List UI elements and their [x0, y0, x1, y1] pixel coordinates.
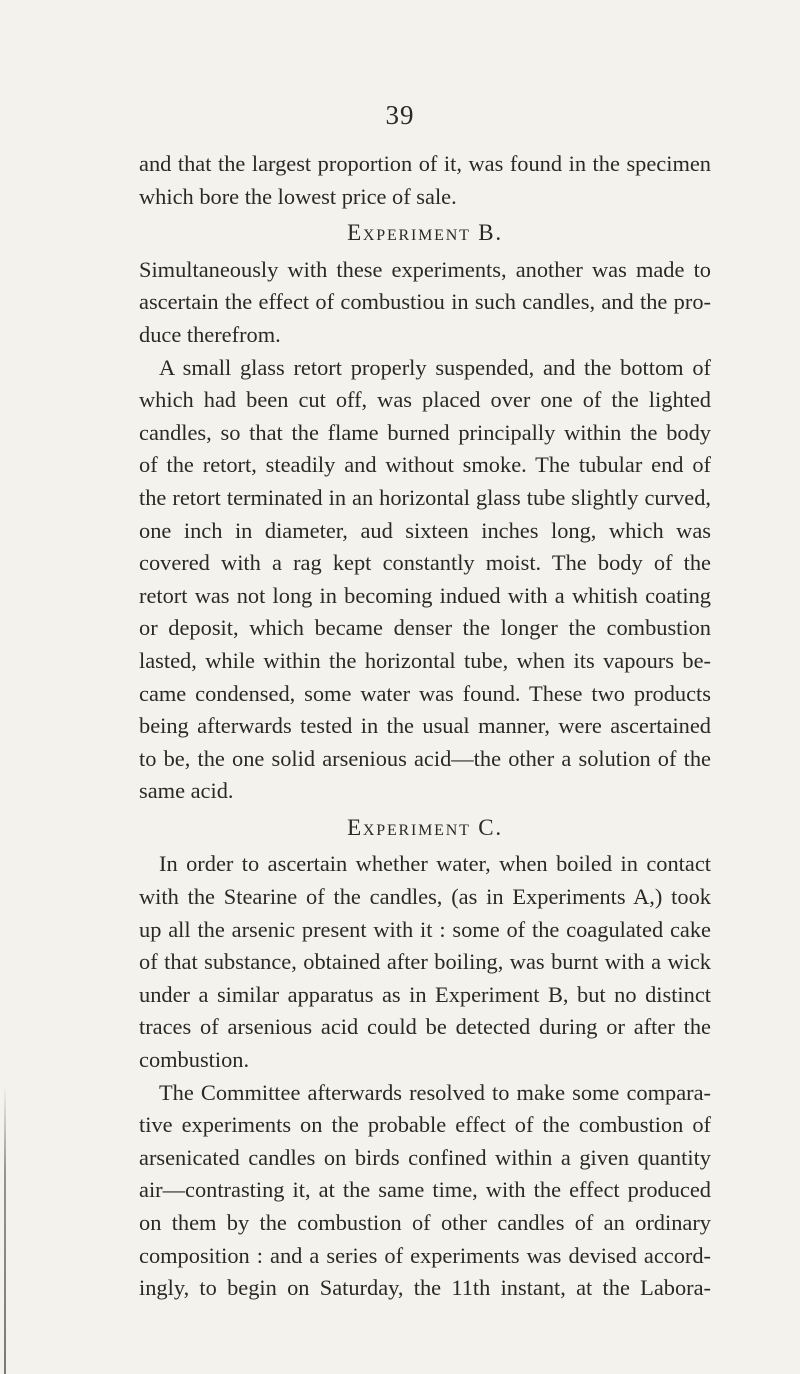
- text-line: traces of arsenious acid could be detected during or after the: [139, 1014, 711, 1040]
- page-edge-shadow: [4, 1085, 6, 1374]
- text-line: of the retort, steadily and without smoke. The tubular end of: [139, 452, 711, 478]
- text-line: on them by the combustion of other candles of an ordinary: [139, 1210, 711, 1235]
- text-line: with the Stearine of the candles, (as in Experiments A,) took: [139, 884, 711, 910]
- text-line: which had been cut off, was placed over one of the lighted: [139, 387, 711, 413]
- text-line: or deposit, which became denser the longer the combustion: [139, 615, 711, 641]
- text-line: ascertain the effect of combustiou in such candles, and the pro-: [139, 289, 711, 315]
- text-line: under a similar apparatus as in Experiment B, but no distinct: [139, 981, 711, 1007]
- text-line: and that the largest proportion of it, was found in the specimen: [139, 151, 711, 176]
- text-line: lasted, while within the horizontal tube, when its vapours be-: [139, 647, 711, 673]
- text-line: covered with a rag kept constantly moist. The body of the: [139, 550, 711, 576]
- text-line: combustion.: [139, 1047, 250, 1073]
- text-line: In order to ascertain whether water, when boiled in contact: [159, 851, 711, 877]
- text-line: being afterwards tested in the usual manner, were ascertained: [139, 713, 711, 739]
- text-line: came condensed, some water was found. These two products: [139, 680, 711, 706]
- text-line: A small glass retort properly suspended, and the bottom of: [159, 354, 711, 380]
- page-number: 39: [385, 100, 415, 130]
- text-line: one inch in diameter, aud sixteen inches long, which was: [139, 517, 711, 543]
- text-line: candles, so that the flame burned principally within the body: [139, 419, 711, 445]
- text-line: to be, the one solid arsenious acid—the other a solution of the: [139, 745, 711, 771]
- text-line: the retort terminated in an horizontal glass tube slightly curved,: [139, 484, 711, 510]
- section-heading-experiment-c: Experiment C.: [347, 814, 503, 840]
- text-line: retort was not long in becoming indued with a whitish coating: [139, 582, 711, 608]
- text-line: duce therefrom.: [139, 321, 281, 347]
- section-heading-experiment-b: Experiment B.: [347, 220, 503, 246]
- text-line: up all the arsenic present with it : some of the coagulated cake: [139, 916, 711, 942]
- text-line: of that substance, obtained after boiling, was burnt with a wick: [139, 949, 711, 975]
- text-line: tive experiments on the probable effect of the combustion of: [139, 1112, 711, 1138]
- text-line: which bore the lowest price of sale.: [139, 183, 457, 209]
- text-line: air—contrasting it, at the same time, with the effect produced: [139, 1177, 711, 1203]
- page-body: [139, 148, 711, 1305]
- text-line: The Committee afterwards resolved to make some compara-: [159, 1079, 711, 1105]
- text-line: ingly, to begin on Saturday, the 11th instant, at the Labora-: [139, 1275, 711, 1301]
- text-line: Simultaneously with these experiments, another was made to: [139, 256, 711, 282]
- text-line: arsenicated candles on birds confined within a given quantity: [139, 1144, 711, 1170]
- text-line: composition : and a series of experiments was devised accord-: [139, 1242, 711, 1268]
- text-line: same acid.: [139, 778, 234, 804]
